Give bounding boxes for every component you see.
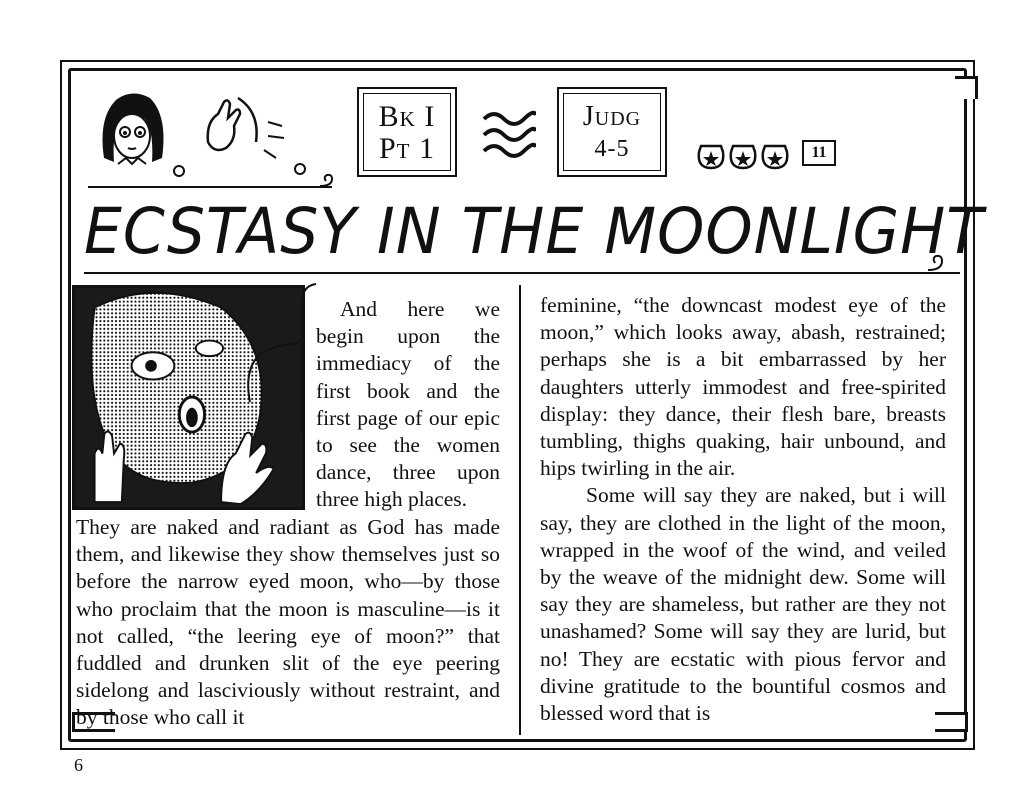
page-number: 6 bbox=[74, 755, 83, 775]
decorative-dot bbox=[294, 163, 306, 175]
issue-number-badge: 11 bbox=[802, 140, 836, 166]
column-divider bbox=[519, 285, 521, 735]
reference-book: Judg bbox=[582, 101, 642, 132]
curl-ornament-icon bbox=[318, 172, 336, 188]
frame-corner-ornament bbox=[955, 76, 978, 99]
star-jar-icon bbox=[695, 138, 795, 170]
book-label: Bk I bbox=[378, 100, 436, 133]
girl-portrait-icon bbox=[96, 88, 168, 168]
decorative-dot bbox=[173, 165, 185, 177]
title-underline bbox=[84, 272, 960, 274]
wave-symbol-icon bbox=[480, 105, 536, 161]
body-paragraph-left: They are naked and radiant as God has made them, and likewise they show themselves just so before the narrow eyed moon, who—by those who proclaim that the moon is masculine—is it not called, “the leering eye of moon?” that fuddled and drunken slit of the eye peering sidelong and lasciviously without restraint, and by those who call it bbox=[76, 515, 500, 730]
page-title: ECSTASY IN THE MOONLIGHT bbox=[84, 195, 984, 269]
body-paragraph-right-2: Some will say they are naked, but i will say, they are clothed in the light of the moon, wrapped in the woof of the wind, and veiled by the weave of the midnight dew. Some will say they are shameless, but rather are they not unashamed? Some will say they are lurid, but no! They are ecstatic with pious fervor and divine gratitude to the bountiful cosmos and blessed word that is bbox=[540, 483, 946, 726]
part-label: Pt 1 bbox=[378, 132, 435, 165]
book-part-box bbox=[357, 87, 457, 177]
header-underline bbox=[88, 186, 332, 188]
curl-ornament-icon bbox=[926, 252, 946, 272]
scripture-reference-box bbox=[557, 87, 667, 177]
body-paragraph-intro: And here we begin upon the immediacy of the first book and the first page of our epic to see the women dance, three upon three high places. bbox=[316, 297, 500, 512]
beckoning-hand-icon bbox=[198, 92, 298, 162]
text-column-right bbox=[540, 292, 946, 732]
reference-chapters: 4-5 bbox=[594, 136, 630, 162]
text-column-left bbox=[76, 296, 500, 742]
body-paragraph-right-1: feminine, “the downcast modest eye of the moon,” which looks away, abash, restrained; perhaps she is a bit embarrassed by her daughters utterly immodest and free-spirited display: they dance, their flesh bare, breasts tumbling, thighs quaking, hair unbound, and hips twirling in the air. bbox=[540, 293, 946, 481]
